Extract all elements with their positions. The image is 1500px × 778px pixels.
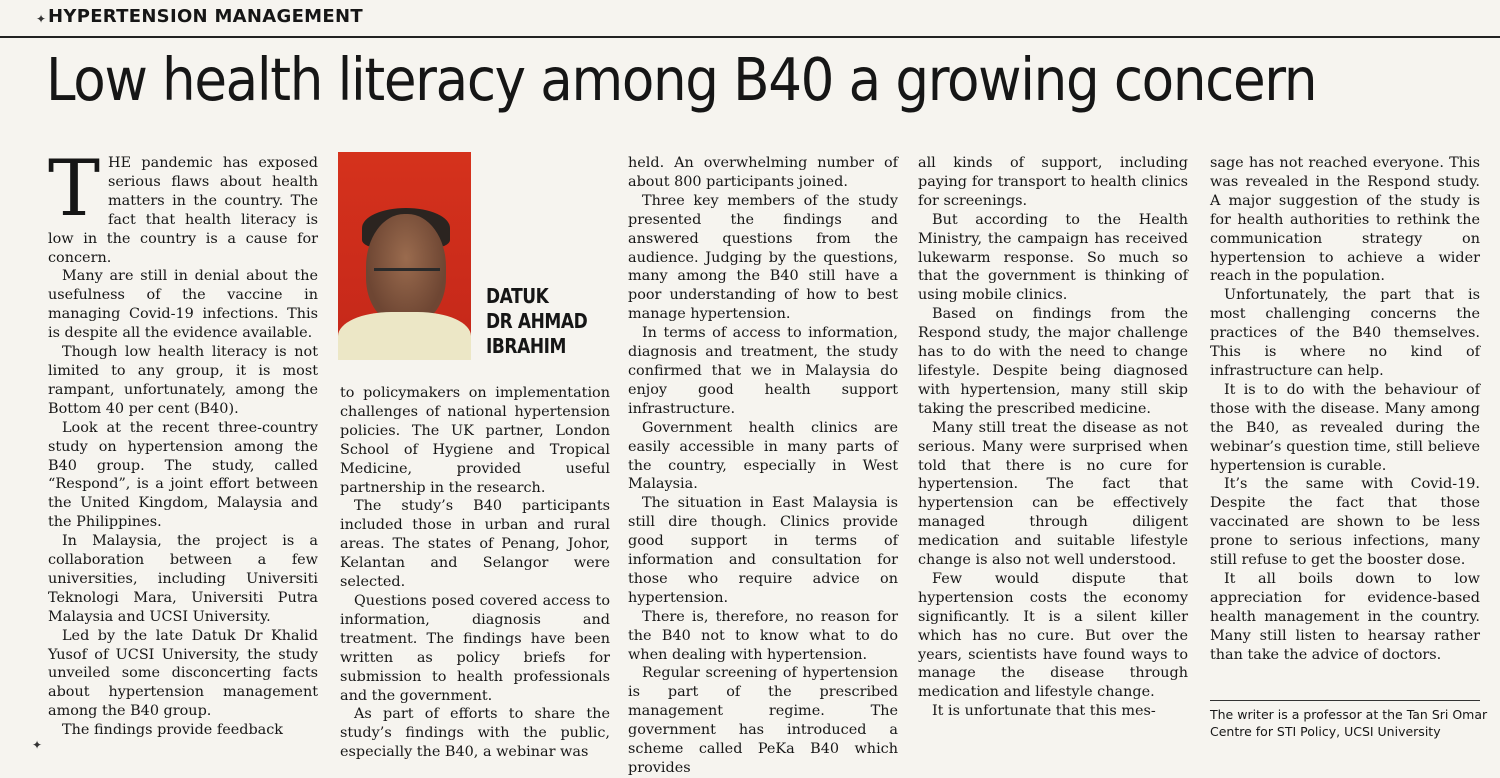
article-paragraph: sage has not reached everyone. This was revealed in the Respond study. A major suggestion of the study is for health authorities to rethink the communication strategy on hypertension to achieve a wider reach in the population. xyxy=(1210,155,1480,285)
article-paragraph: Many are still in denial about the usefulness of the vaccine in managing Covid-19 infections. This is despite all the evidence available. xyxy=(48,268,318,342)
writer-note: The writer is a professor at the Tan Sri Omar Centre for STI Policy, UCSI University xyxy=(1210,707,1488,739)
article-paragraph: THE pandemic has exposed serious flaws about health matters in the country. The fact that health literacy is low in the country is a cause for concern. xyxy=(48,144,318,266)
article-paragraph: Government health clinics are easily accessible in many parts of the country, especially in West Malaysia. xyxy=(628,419,898,493)
author-byline xyxy=(486,284,587,359)
article-paragraph: Few would dispute that hypertension costs the economy significantly. It is a silent killer which has no cure. But over the years, scientists have found ways to manage the disease through medication and lifestyle change. xyxy=(918,570,1188,701)
article-paragraph: But according to the Health Ministry, the campaign has received lukewarm response. So much so that the government is thinking of using mobile clinics. xyxy=(918,211,1188,304)
author-photo xyxy=(338,152,471,360)
article-paragraph: Though low health literacy is not limited to any group, it is most rampant, unfortunately, among the Bottom 40 per cent (B40). xyxy=(48,344,318,417)
article-paragraph: Questions posed covered access to information, diagnosis and treatment. The findings have been written as policy briefs for submission to health professionals and the government. xyxy=(340,592,610,704)
article-paragraph: It all boils down to low appreciation for evidence-based health management in the country. Many still listen to hearsay rather than take the advice of doctors. xyxy=(1210,570,1480,663)
article-column-5 xyxy=(1210,154,1480,664)
article-paragraph: There is, therefore, no reason for the B40 not to know what to do when dealing with hypertension. xyxy=(628,608,898,663)
registration-mark-icon: ✦ xyxy=(32,738,43,752)
article-paragraph: Based on findings from the Respond study, the major challenge has to do with the need to change lifestyle. Despite being diagnosed with hypertension, many still skip taking the prescribed medicine. xyxy=(918,306,1188,417)
article-column-3 xyxy=(628,154,898,778)
article-paragraph: Look at the recent three-country study on hypertension among the B40 group. The study, called “Respond”, is a joint effort between the United Kingdom, Malaysia and the Philippines. xyxy=(48,419,318,531)
article-paragraph: Led by the late Datuk Dr Khalid Yusof of UCSI University, the study unveiled some disconcerting facts about hypertension management among the B40 group. xyxy=(48,627,318,720)
article-paragraph: The situation in East Malaysia is still dire though. Clinics provide good support in terms of information and consultation for those who require advice on hypertension. xyxy=(628,495,898,606)
headline: Low health literacy among B40 a growing concern xyxy=(46,45,1317,114)
article-paragraph: In terms of access to information, diagnosis and treatment, the study confirmed that we in Malaysia do enjoy good health support infrastructure. xyxy=(628,325,898,417)
top-rule xyxy=(0,36,1500,38)
drop-cap: T xyxy=(48,144,101,234)
byline-line: IBRAHIM xyxy=(486,334,567,358)
article-paragraph: It is unfortunate that this mes- xyxy=(932,703,1156,720)
article-paragraph: Three key members of the study presented the findings and answered questions from the audience. Judging by the questions, many among the B40 still have a poor understanding of how to best manage hypertension. xyxy=(628,192,898,323)
article-paragraph: Many still treat the disease as not serious. Many were surprised when told that there is no cure for hypertension. The fact that hypertension can be effectively managed through diligent medication and suitable lifestyle change is also not well understood. xyxy=(918,419,1188,569)
byline-line: DR AHMAD xyxy=(486,309,588,333)
article-paragraph: The study’s B40 participants included those in urban and rural areas. The states of Penang, Johor, Kelantan and Selangor were selected. xyxy=(340,498,610,591)
article-paragraph: to policymakers on implementation challenges of national hypertension policies. The UK partner, London School of Hygiene and Tropical Medicine, provided useful partnership in the research. xyxy=(340,385,610,496)
article-paragraph: As part of efforts to share the study’s findings with the public, especially the B40, a webinar was xyxy=(340,706,610,761)
registration-mark-icon: ✦ xyxy=(36,12,47,26)
article-paragraph: Regular screening of hypertension is part of the prescribed management regime. The government has introduced a scheme called PeKa B40 which provides xyxy=(628,665,898,776)
article-paragraph: It’s the same with Covid-19. Despite the fact that those vaccinated are shown to be less prone to serious infections, many still refuse to get the booster dose. xyxy=(1210,476,1480,569)
article-paragraph: It is to do with the behaviour of those with the disease. Many among the B40, as revealed during the webinar’s question time, still believe hypertension is curable. xyxy=(1210,381,1480,474)
article-paragraph: held. An overwhelming number of about 800 participants joined. xyxy=(628,155,898,190)
article-column-4 xyxy=(918,154,1188,721)
article-column-1 xyxy=(48,144,318,740)
article-column-2 xyxy=(340,384,610,762)
article-paragraph: all kinds of support, including paying for transport to health clinics for screenings. xyxy=(918,155,1188,209)
article-paragraph: In Malaysia, the project is a collaboration between a few universities, including Universiti Teknologi Mara, Universiti Putra Malaysia and UCSI University. xyxy=(48,533,318,625)
section-kicker: HYPERTENSION MANAGEMENT xyxy=(48,6,363,27)
writer-note-rule xyxy=(1210,700,1480,701)
article-paragraph: Unfortunately, the part that is most challenging concerns the practices of the B40 themselves. This is where no kind of infrastructure can help. xyxy=(1210,287,1480,379)
article-paragraph: The findings provide feedback xyxy=(62,722,284,739)
byline-line: DATUK xyxy=(486,284,549,308)
